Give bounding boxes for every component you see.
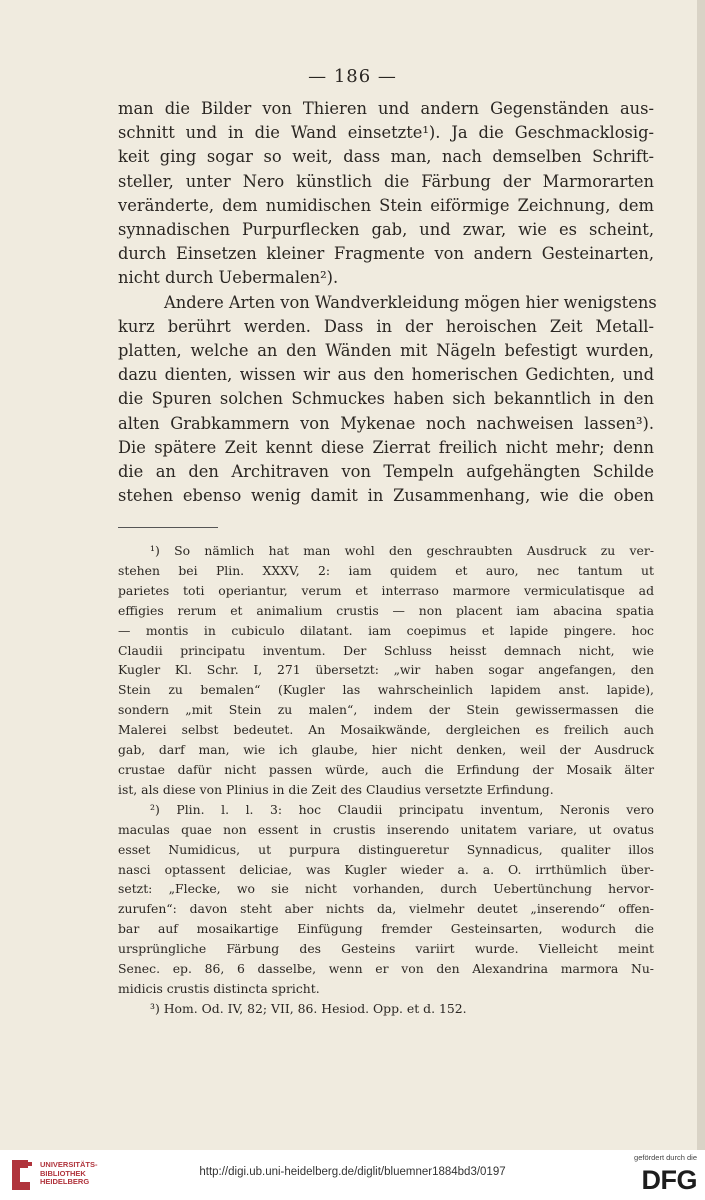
- footnote-line: ²) Plin. l. l. 3: hoc Claudii principatu inventum, Neronis vero: [150, 801, 654, 817]
- text-line: keit ging sogar so weit, dass man, nach demselben Schrift-: [118, 147, 654, 167]
- page-edge: [697, 0, 705, 1150]
- text-line: stehen ebenso wenig damit in Zusammenhang, wie die oben: [118, 486, 654, 506]
- footnote-line: Kugler Kl. Schr. I, 271 übersetzt: „wir haben sogar angefangen, den: [118, 662, 654, 678]
- library-line: BIBLIOTHEK: [40, 1168, 86, 1178]
- page-number: — 186 —: [308, 66, 397, 87]
- footnote-line: midicis crustis distincta spricht.: [118, 980, 320, 996]
- footnote-line: ursprüngliche Färbung des Gesteins variirt wurde. Vielleicht meint: [118, 941, 654, 957]
- footnote-line: maculas quae non essent in crustis inserendo unitatem variare, ut ovatus: [118, 821, 654, 837]
- footnote-line: ³) Hom. Od. IV, 82; VII, 86. Hesiod. Opp. et d. 152.: [150, 1000, 467, 1016]
- text-line: nicht durch Uebermalen²).: [118, 268, 339, 288]
- text-line: schnitt und in die Wand einsetzte¹). Ja die Geschmacklosig-: [118, 123, 654, 143]
- footnote-line: Malerei selbst bedeutet. An Mosaikwände, dergleichen es freilich auch: [118, 722, 654, 738]
- footnote-line: Stein zu bemalen“ (Kugler las wahrscheinlich lapidem anst. lapide),: [118, 682, 654, 698]
- footnote-line: parietes toti operiantur, verum et interraso marmore vermiculatisque ad: [118, 582, 654, 598]
- footnote-rule: [118, 527, 218, 528]
- footnote-line: bar auf mosaikartige Einfügung fremder Gesteinsarten, wodurch die: [118, 921, 654, 937]
- footnote-line: zurufen“: davon steht aber nichts da, vielmehr deutet „inserendo“ offen-: [118, 901, 654, 917]
- text-line: kurz berührt werden. Dass in der heroischen Zeit Metall-: [118, 316, 654, 336]
- text-line: die an den Architraven von Tempeln aufgehängten Schilde: [118, 462, 654, 482]
- text-line: die Spuren solchen Schmuckes haben sich bekanntlich in den: [118, 389, 654, 409]
- dfg-logo[interactable]: DFG: [641, 1165, 697, 1195]
- footnote-line: sondern „mit Stein zu malen“, indem der Stein gewissermassen die: [118, 702, 654, 718]
- funded-by-label: gefördert durch die: [634, 1153, 697, 1162]
- text-line: synnadischen Purpurflecken gab, und zwar, wie es scheint,: [118, 220, 654, 240]
- footnote-line: Senec. ep. 86, 6 dasselbe, wenn er von den Alexandrina marmora Nu-: [118, 961, 654, 977]
- text-line: Andere Arten von Wandverkleidung mögen hier wenigstens: [164, 292, 657, 312]
- footnote-line: esset Numidicus, ut purpura distingueretur Synnadicus, qualiter illos: [118, 841, 654, 857]
- text-line: steller, unter Nero künstlich die Färbung der Marmorarten: [118, 171, 654, 191]
- text-line: Die spätere Zeit kennt diese Zierrat freilich nicht mehr; denn: [118, 437, 654, 457]
- library-line: UNIVERSITÄTS-: [40, 1160, 98, 1169]
- footnote-line: Claudii principatu inventum. Der Schluss heisst demnach nicht, wie: [118, 642, 654, 658]
- main-text: [118, 97, 657, 508]
- library-line: HEIDELBERG: [40, 1177, 90, 1187]
- footnote-line: ist, als diese von Plinius in die Zeit des Claudius versetzte Erfindung.: [118, 781, 554, 797]
- footnote-line: nasci optassent deliciae, was Kugler wieder a. a. O. irrthümlich über-: [118, 861, 654, 877]
- text-line: veränderte, dem numidischen Stein eiförmige Zeichnung, dem: [118, 195, 654, 215]
- footnote-line: ¹) So nämlich hat man wohl den geschraubten Ausdruck zu ver-: [150, 543, 654, 558]
- footnote-line: stehen bei Plin. XXXV, 2: iam quidem et auro, nec tantum ut: [118, 562, 654, 578]
- footnote-line: gab, darf man, wie ich glaube, hier nicht denken, weil der Ausdruck: [118, 742, 654, 758]
- text-line: durch Einsetzen kleiner Fragmente von andern Gesteinarten,: [118, 244, 654, 264]
- footnote-line: effigies rerum et animalium crustis — non placent iam abacina spatia: [118, 602, 654, 618]
- permalink-url[interactable]: http://digi.ub.uni-heidelberg.de/diglit/bluemner1884bd3/0197: [199, 1166, 506, 1178]
- footnote-line: setzt: „Flecke, wo sie nicht vorhanden, durch Uebertünchung hervor-: [118, 881, 654, 897]
- footnote-line: crustae dafür nicht passen würde, auch die Erfindung der Mosaik älter: [118, 761, 654, 777]
- text-line: alten Grabkammern von Mykenae noch nachweisen lassen³).: [118, 413, 654, 433]
- text-line: man die Bilder von Thieren und andern Gegenständen aus-: [118, 99, 654, 118]
- footnote-line: — montis in cubiculo dilatant. iam coepimus et lapide pingere. hoc: [118, 622, 654, 638]
- footnotes: [118, 541, 654, 1019]
- text-line: platten, welche an den Wänden mit Nägeln befestigt wurden,: [118, 341, 654, 361]
- text-line: dazu dienten, wissen wir aus den homerischen Gedichten, und: [118, 365, 654, 385]
